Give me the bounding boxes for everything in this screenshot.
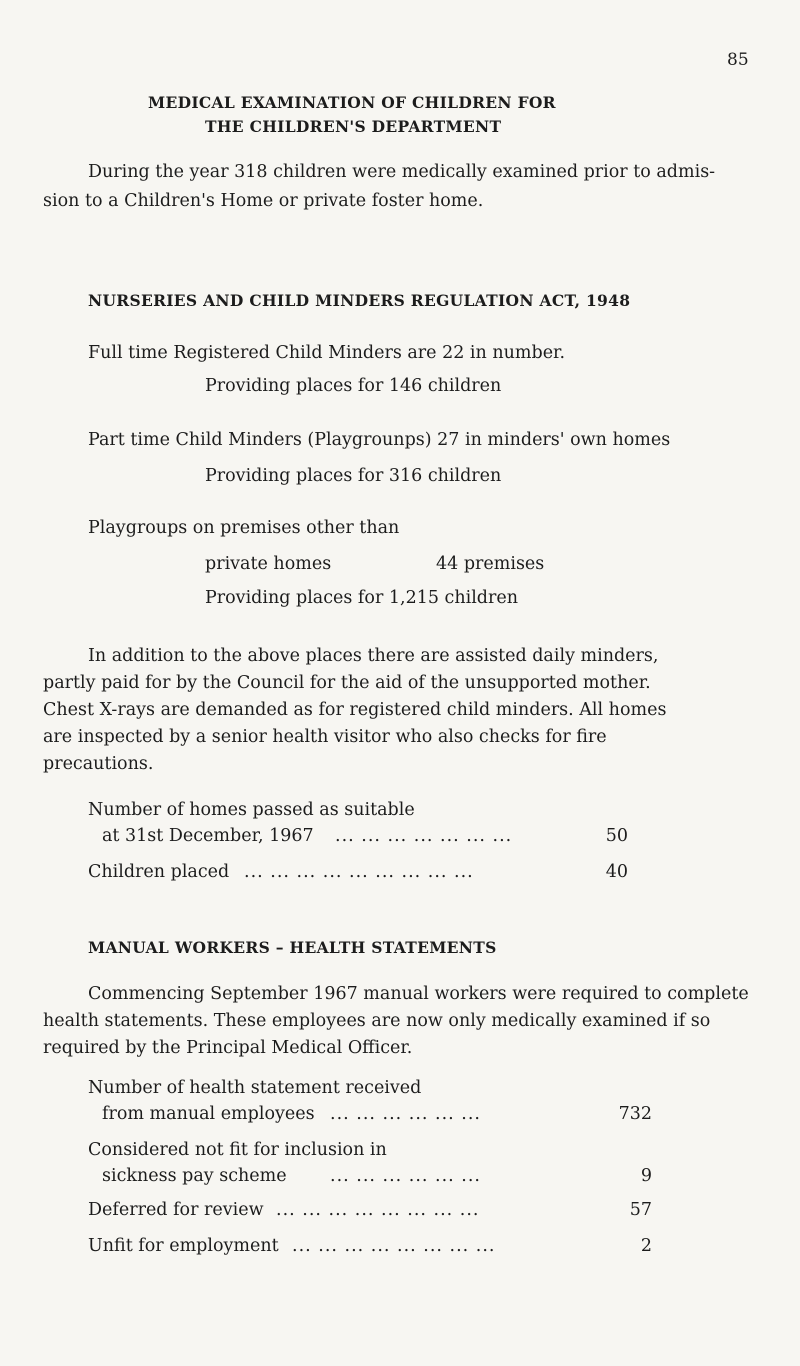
part-time-places: Providing places for 316 children [205,466,502,486]
statements-received-label: Number of health statement received [88,1078,422,1098]
paragraph-line: Chest X-rays are demanded as for registered child minders. All homes [43,700,667,720]
leader-dots: ... ... ... ... ... ... [330,1104,481,1124]
part-time-minders: Part time Child Minders (Playgrounps) 27 in minders' own homes [88,430,671,450]
deferred-value: 57 [629,1200,652,1220]
children-placed-value: 40 [605,862,628,882]
paragraph-line: Commencing September 1967 manual workers were required to complete [88,984,749,1004]
not-fit-sickness-label-line2: sickness pay scheme [102,1166,287,1186]
paragraph-line: required by the Principal Medical Officer. [43,1038,413,1058]
paragraph-line: are inspected by a senior health visitor who also checks for fire [43,727,607,747]
page-number: 85 [727,50,749,70]
unfit-employment-label: Unfit for employment [88,1236,279,1256]
deferred-label: Deferred for review [88,1200,264,1220]
private-homes-label: private homes [205,554,332,574]
statements-received-value: 732 [618,1104,652,1124]
private-homes-value: 44 premises [436,554,545,574]
playgroups-places: Providing places for 1,215 children [205,588,518,608]
playgroups-premises: Playgroups on premises other than [88,518,400,538]
leader-dots: ... ... ... ... ... ... ... [335,826,513,846]
children-placed-label: Children placed [88,862,230,882]
statements-received-label-line2: from manual employees [102,1104,315,1124]
leader-dots: ... ... ... ... ... ... ... ... ... [244,862,474,882]
paragraph-line: partly paid for by the Council for the aid of the unsupported mother. [43,673,651,693]
paragraph-line: precautions. [43,754,154,774]
leader-dots: ... ... ... ... ... ... [330,1166,481,1186]
not-fit-sickness-label: Considered not fit for inclusion in [88,1140,387,1160]
unfit-employment-value: 2 [640,1236,652,1256]
section-heading-medical-exam: MEDICAL EXAMINATION OF CHILDREN FOR [148,93,556,112]
section-heading-manual-workers: MANUAL WORKERS – HEALTH STATEMENTS [88,938,497,957]
homes-passed-label-line2: at 31st December, 1967 [102,826,314,846]
paragraph-line: In addition to the above places there are assisted daily minders, [88,646,659,666]
homes-passed-label: Number of homes passed as suitable [88,800,415,820]
paragraph-line: sion to a Children's Home or private foster home. [43,191,484,211]
paragraph-line: During the year 318 children were medically examined prior to admis- [88,162,716,182]
leader-dots: ... ... ... ... ... ... ... ... [292,1236,496,1256]
full-time-places: Providing places for 146 children [205,376,502,396]
leader-dots: ... ... ... ... ... ... ... ... [276,1200,480,1220]
homes-passed-value: 50 [605,826,628,846]
not-fit-sickness-value: 9 [640,1166,652,1186]
section-heading-medical-exam-line2: THE CHILDREN'S DEPARTMENT [205,117,502,136]
paragraph-line: health statements. These employees are now only medically examined if so [43,1011,711,1031]
section-heading-nurseries: NURSERIES AND CHILD MINDERS REGULATION ACT, 1948 [88,291,631,310]
full-time-minders: Full time Registered Child Minders are 22 in number. [88,343,566,363]
